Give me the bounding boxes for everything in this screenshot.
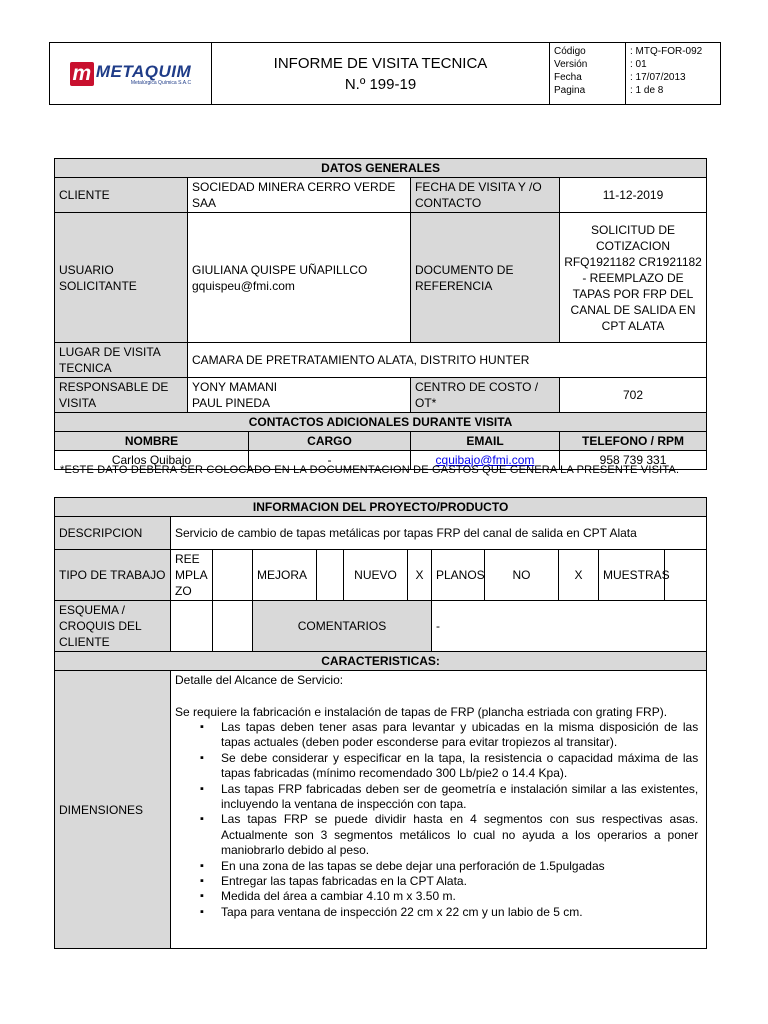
lugar-value: CAMARA DE PRETRATAMIENTO ALATA, DISTRITO HUNTER bbox=[188, 343, 707, 378]
responsable-1: YONY MAMANI bbox=[192, 380, 278, 394]
section-title-caracteristicas: CARACTERISTICAS: bbox=[55, 652, 707, 671]
esquema-cell-2 bbox=[213, 601, 253, 652]
list-item: ▪ Tapa para ventana de inspección 22 cm x 22 cm y un labio de 5 cm. bbox=[221, 905, 698, 920]
option-mejora: MEJORA bbox=[253, 550, 317, 601]
meta-value-fecha: : 17/07/2013 bbox=[630, 72, 686, 83]
centro-value: 702 bbox=[560, 378, 707, 413]
contact-cargo: - bbox=[249, 451, 411, 470]
checkbox-mejora bbox=[317, 550, 344, 601]
option-planos: PLANOS bbox=[432, 550, 485, 601]
fecha-label: FECHA DE VISITA Y /O CONTACTO bbox=[411, 178, 560, 213]
responsable-2: PAUL PINEDA bbox=[192, 396, 271, 410]
document-title: INFORME DE VISITA TECNICA bbox=[273, 54, 488, 72]
contact-nombre: Carlos Quibajo bbox=[55, 451, 249, 470]
descripcion-value: Servicio de cambio de tapas metálicas por tapas FRP del canal de salida en CPT Alata bbox=[171, 517, 707, 550]
meta-value-pagina: : 1 de 8 bbox=[630, 85, 664, 96]
meta-value-codigo: : MTQ-FOR-092 bbox=[630, 46, 703, 57]
fecha-value: 11-12-2019 bbox=[560, 178, 707, 213]
usuario-cell bbox=[188, 213, 411, 343]
comentarios-value: - bbox=[432, 601, 707, 652]
meta-label-pagina: Pagina bbox=[554, 85, 586, 96]
comentarios-label: COMENTARIOS bbox=[253, 601, 432, 652]
checkbox-nuevo: X bbox=[408, 550, 432, 601]
logo-name: METAQUIM bbox=[95, 61, 192, 81]
usuario-label: USUARIO SOLICITANTE bbox=[55, 213, 188, 343]
logo-cell bbox=[50, 43, 212, 105]
lugar-label: LUGAR DE VISITA TECNICA bbox=[55, 343, 188, 378]
footnote: *ESTE DATO DEBERA SER COLOCADO EN LA DOCUMENTACION DE GASTOS QUE GENERA LA PRESENTE VISITA. bbox=[60, 464, 680, 476]
section-title-contactos: CONTACTOS ADICIONALES DURANTE VISITA bbox=[55, 413, 707, 432]
meta-label-version: Versión bbox=[554, 59, 588, 70]
cliente-label: CLIENTE bbox=[55, 178, 188, 213]
planos-value: NO bbox=[485, 550, 559, 601]
list-item: ▪ Entregar las tapas fabricadas en la CPT Alata. bbox=[221, 874, 698, 889]
option-muestras: MUESTRAS bbox=[599, 550, 665, 601]
checkbox-muestras bbox=[665, 550, 707, 601]
documento-value: SOLICITUD DE COTIZACION RFQ1921182 CR1921182 - REEMPLAZO DE TAPAS POR FRP DEL CANAL DE SALIDA EN CPT ALATA bbox=[560, 213, 707, 343]
section-title-datos: DATOS GENERALES bbox=[55, 159, 707, 178]
usuario-email: gquispeu@fmi.com bbox=[192, 278, 295, 293]
dimensiones-label: DIMENSIONES bbox=[55, 671, 171, 949]
contact-telefono: 958 739 331 bbox=[560, 451, 707, 470]
col-header-email: EMAIL bbox=[411, 432, 560, 451]
col-header-telefono: TELEFONO / RPM bbox=[560, 432, 707, 451]
descripcion-label: DESCRIPCION bbox=[55, 517, 171, 550]
meta-labels bbox=[550, 43, 626, 105]
tipo-trabajo-label: TIPO DE TRABAJO bbox=[55, 550, 171, 601]
documento-label: DOCUMENTO DE REFERENCIA bbox=[411, 213, 560, 343]
section-title-proyecto: INFORMACION DEL PROYECTO/PRODUCTO bbox=[55, 498, 707, 517]
document-number: N.º 199-19 bbox=[344, 75, 417, 93]
option-nuevo: NUEVO bbox=[344, 550, 408, 601]
option-reemplazo: REEMPLAZO bbox=[171, 550, 213, 601]
esquema-cell-1 bbox=[171, 601, 213, 652]
meta-label-fecha: Fecha bbox=[554, 72, 582, 83]
dimensiones-detail bbox=[171, 671, 707, 949]
meta-label-codigo: Código bbox=[554, 46, 586, 57]
meta-value-version: : 01 bbox=[630, 59, 647, 70]
meta-values bbox=[626, 43, 721, 105]
list-item: ▪ En una zona de las tapas se debe dejar una perforación de 1.5pulgadas bbox=[221, 859, 698, 874]
col-header-cargo: CARGO bbox=[249, 432, 411, 451]
esquema-label: ESQUEMA / CROQUIS DEL CLIENTE bbox=[55, 601, 171, 652]
company-logo bbox=[70, 62, 191, 86]
cliente-value: SOCIEDAD MINERA CERRO VERDE SAA bbox=[188, 178, 411, 213]
list-item: ▪ Medida del área a cambiar 4.10 m x 3.50 m. bbox=[221, 889, 698, 904]
detalle-list bbox=[175, 720, 698, 920]
logo-m-icon: m bbox=[70, 62, 94, 86]
checkbox-reemplazo bbox=[213, 550, 253, 601]
checkbox-planos: X bbox=[559, 550, 599, 601]
responsable-label: RESPONSABLE DE VISITA bbox=[55, 378, 188, 413]
logo-subtitle: Metalúrgica Química S.A.C bbox=[130, 79, 192, 86]
document-title-cell bbox=[212, 43, 550, 105]
list-item: ▪ Las tapas FRP fabricadas deben ser de geometría e instalación similar a las existentes, incluyendo la ventana de inspección con tapa. bbox=[221, 782, 698, 813]
detalle-intro: Se requiere la fabricación e instalación de tapas de FRP (plancha estriada con grating FRP). bbox=[175, 705, 668, 719]
col-header-nombre: NOMBRE bbox=[55, 432, 249, 451]
list-item: ▪ Se debe considerar y especificar en la tapa, la resistencia o capacidad máxima de las tapas fabricadas (mínimo recomendado 300 Lb/pie2 o 14.4 Kpa). bbox=[221, 751, 698, 782]
list-item: ▪ Las tapas FRP se puede dividir hasta en 4 segmentos con sus respectivas asas. Actualmente son 3 segmentos metálicos lo cual no ayuda a los operarios a poner maniobrarlo debido al peso. bbox=[221, 812, 698, 858]
detalle-title: Detalle del Alcance de Servicio: bbox=[175, 673, 344, 687]
centro-label: CENTRO DE COSTO / OT* bbox=[411, 378, 560, 413]
usuario-name: GIULIANA QUISPE UÑAPILLCO bbox=[192, 262, 368, 277]
proyecto-table bbox=[54, 497, 707, 949]
contact-email-link[interactable]: cquibajo@fmi.com bbox=[435, 453, 535, 467]
datos-generales-table bbox=[54, 158, 707, 470]
responsable-cell bbox=[188, 378, 411, 413]
list-item: ▪ Las tapas deben tener asas para levantar y ubicadas en la misma disposición de las tapas actuales (deben poder esconderse para evitar tropiezos al transitar). bbox=[221, 720, 698, 751]
document-header bbox=[49, 42, 721, 105]
